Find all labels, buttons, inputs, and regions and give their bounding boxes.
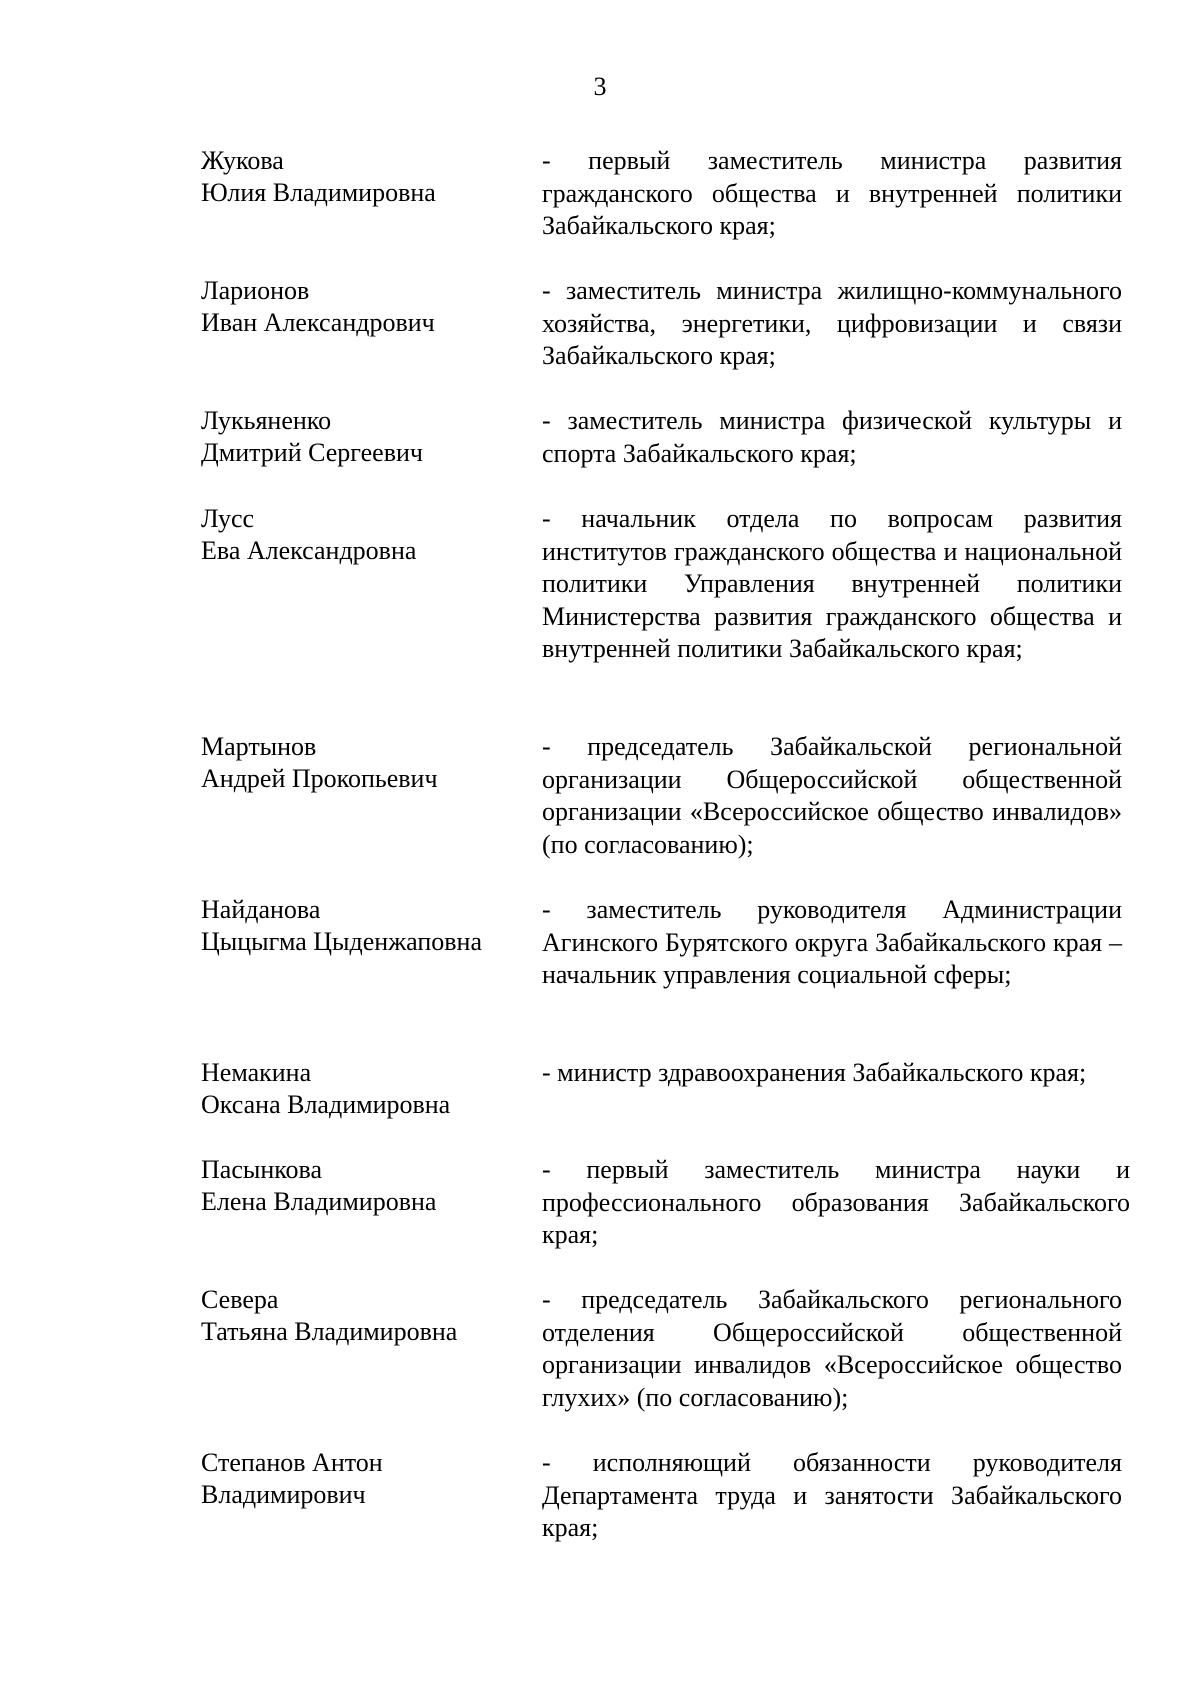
member-role: - заместитель руководителя Администрации Агинского Бурятского округа Забайкальского края – начальник управления социальной сферы; bbox=[542, 895, 1122, 989]
member-role: - заместитель министра жилищно-коммунального хозяйства, энергетики, цифровизации и связи Забайкальского края; bbox=[542, 276, 1122, 370]
member-surname: Немакина bbox=[201, 1058, 312, 1087]
member-role: - первый заместитель министра развития гражданского общества и внутренней политики Забайкальского края; bbox=[542, 146, 1122, 240]
member-surname: Пасынкова bbox=[201, 1155, 323, 1184]
member-given-names: Елена Владимировна bbox=[201, 1187, 437, 1216]
member-role: - председатель Забайкальского регионального отделения Общероссийской общественной организации инвалидов «Всероссийское общество глухих» (по согласованию); bbox=[542, 1285, 1122, 1412]
member-role: - исполняющий обязанности руководителя Департамента труда и занятости Забайкальского края; bbox=[542, 1448, 1122, 1542]
member-surname: Севера bbox=[201, 1285, 279, 1314]
member-given-names: Оксана Владимировна bbox=[201, 1090, 451, 1119]
member-role: - заместитель министра физической культуры и спорта Забайкальского края; bbox=[542, 406, 1122, 468]
member-surname: Лусс bbox=[201, 504, 255, 533]
member-given-names: Иван Александрович bbox=[201, 308, 435, 337]
member-role: - министр здравоохранения Забайкальского края; bbox=[542, 1058, 1087, 1087]
member-surname: Ларионов bbox=[201, 276, 310, 305]
member-role: - председатель Забайкальской региональной организации Общероссийской общественной организации «Всероссийское общество инвалидов» (по согласованию); bbox=[542, 732, 1122, 859]
member-role: - первый заместитель министра науки и профессионального образования Забайкальского края; bbox=[542, 1155, 1130, 1249]
member-surname: Жукова bbox=[201, 146, 284, 175]
member-given-names: Владимирович bbox=[201, 1480, 366, 1509]
member-surname: Лукьяненко bbox=[201, 406, 332, 435]
member-given-names: Цыцыгма Цыденжаповна bbox=[201, 927, 482, 956]
member-given-names: Ева Александровна bbox=[201, 536, 417, 565]
member-surname: Мартынов bbox=[201, 732, 317, 761]
member-given-names: Юлия Владимировна bbox=[201, 178, 436, 207]
member-surname: Степанов Антон bbox=[201, 1448, 383, 1477]
member-given-names: Дмитрий Сергеевич bbox=[201, 438, 423, 467]
member-given-names: Андрей Прокопьевич bbox=[201, 764, 438, 793]
page-number: 3 bbox=[593, 72, 607, 101]
member-role: - начальник отдела по вопросам развития институтов гражданского общества и национальной политики Управления внутренней политики Министерства развития гражданского общества и внутренней политики Забайкальского края; bbox=[542, 504, 1122, 663]
member-surname: Найданова bbox=[201, 895, 321, 924]
member-given-names: Татьяна Владимировна bbox=[201, 1317, 458, 1346]
